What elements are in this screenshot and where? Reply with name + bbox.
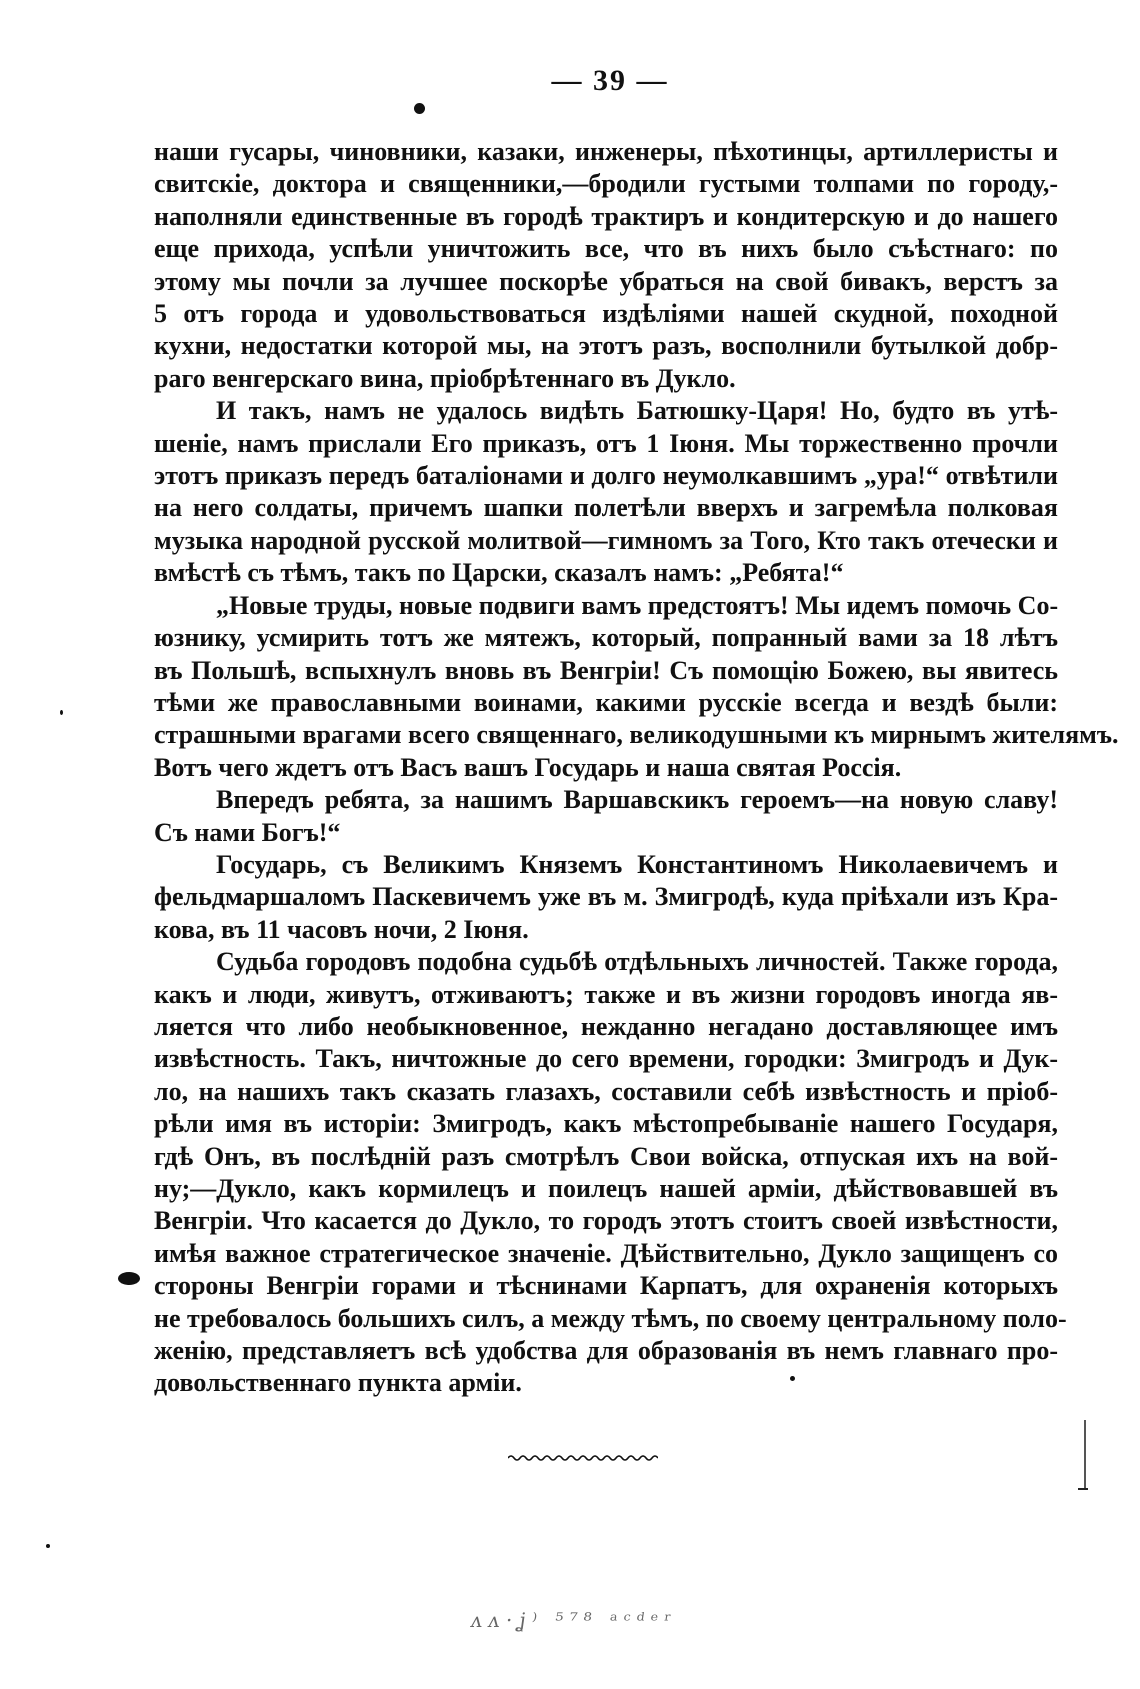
text-line: стороны Венгріи горами и тѣснинами Карпатъ, для охраненія которыхъ — [154, 1271, 1058, 1301]
ink-dot — [46, 1544, 50, 1548]
text-line: „Новые труды, новые подвиги вамъ предстоятъ! Мы идемъ помочь Со- — [216, 590, 1059, 620]
paragraph-6 — [154, 946, 1067, 1400]
paragraph-1 — [154, 136, 1058, 395]
text-line: ляется что либо необыкновенное, нежданно негадано доставляющее имъ — [154, 1011, 1058, 1041]
text-line: ну;—Дукло, какъ кормилецъ и поилецъ нашей арміи, дѣйствовавшей въ — [154, 1174, 1058, 1203]
text-line: вмѣстѣ съ тѣмъ, такъ по Царски, сказалъ намъ: „Ребята!“ — [154, 558, 844, 588]
margin-mark — [1084, 1420, 1086, 1490]
text-line: довольственнаго пункта арміи. — [154, 1368, 522, 1398]
text-line: юзнику, усмирить тотъ же мятежъ, который, попранный вами за 18 лѣтъ — [154, 623, 1058, 653]
ink-dot — [60, 710, 63, 715]
text-line: Государь, съ Великимъ Княземъ Константиномъ Николаевичемъ и — [216, 849, 1058, 879]
text-line: шеніе, намъ прислали Его приказъ, отъ 1 Іюня. Мы торжественно прочли — [154, 428, 1058, 458]
body-text — [154, 136, 1119, 1400]
text-line: гдѣ Онъ, въ послѣдній разъ смотрѣлъ Свои войска, отпуская ихъ на вой- — [154, 1141, 1058, 1171]
text-line: извѣстность. Такъ, ничтожные до сего времени, городки: Змигродъ и Дук- — [154, 1044, 1058, 1074]
text-line: женію, представляетъ всѣ удобства для образованія въ немъ главнаго про- — [154, 1336, 1058, 1366]
text-line: свитскіе, доктора и священники,—бродили густыми толпами по городу,- — [154, 169, 1058, 199]
text-line: ло, на нашихъ такъ сказать глазахъ, составили себѣ извѣстность и пріоб- — [154, 1076, 1058, 1106]
margin-mark — [1078, 1488, 1088, 1490]
text-line: не требовалось большихъ силъ, а между тѣмъ, по своему центральному поло- — [154, 1303, 1067, 1333]
text-line: Съ нами Богъ!“ — [154, 817, 341, 847]
text-line: тѣми же православными воинами, какими русскіе всегда и вездѣ были: — [154, 687, 1058, 717]
text-line: Судьба городовъ подобна судьбѣ отдѣльныхъ личностей. Также города, — [216, 947, 1058, 977]
text-line: музыка народной русской молитвой—гимномъ за Того, Кто такъ отечески и — [154, 525, 1058, 555]
text-line: Вотъ чего ждетъ отъ Васъ вашъ Государь и наша святая Россія. — [154, 752, 902, 782]
library-stamp: ʌʌ⋅ʝ⁾ ⁵⁷⁸ ᵃᶜᵈᵉʳ — [469, 1608, 679, 1632]
page-number: — 39 — — [551, 64, 669, 97]
text-line: наши гусары, чиновники, казаки, инженеры, пѣхотинцы, артиллеристы и — [154, 137, 1058, 166]
text-line: имѣя важное стратегическое значеніе. Дѣйствительно, Дукло защищенъ со — [154, 1238, 1058, 1268]
text-line: еще прихода, успѣли уничтожить все, что въ нихъ было съѣстнаго: по — [154, 234, 1058, 264]
text-line: рѣли имя въ исторіи: Змигродъ, какъ мѣстопребываніе нашего Государя, — [154, 1109, 1058, 1139]
text-line: въ Польшѣ, вспыхнулъ вновь въ Венгріи! Съ помощію Божею, вы явитесь — [154, 655, 1058, 685]
text-line: этотъ приказъ передъ баталіонами и долго неумолкавшимъ „ура!“ отвѣтили — [154, 461, 1058, 491]
text-line: И такъ, намъ не удалось видѣть Батюшку-Царя! Но, будто въ утѣ- — [216, 396, 1058, 426]
text-line: на него солдаты, причемъ шапки полетѣли вверхъ и загремѣла полковая — [154, 493, 1058, 523]
text-line: 5 отъ города и удовольствоваться издѣліями нашей скудной, походной — [154, 299, 1058, 329]
text-line: Венгріи. Что касается до Дукло, то городъ этотъ стоитъ своей извѣстности, — [154, 1206, 1058, 1236]
text-line: страшными врагами всего священнаго, великодушными къ мирнымъ жителямъ. — [154, 720, 1119, 750]
text-line: кова, въ 11 часовъ ночи, 2 Іюня. — [154, 914, 529, 944]
ink-dot — [414, 103, 425, 114]
paragraph-4 — [154, 784, 1058, 849]
paragraph-3 — [154, 590, 1119, 784]
text-line: этому мы почли за лучшее поскорѣе убраться на свой бивакъ, верстъ за — [154, 266, 1058, 296]
paragraph-2 — [154, 395, 1058, 589]
paragraph-5 — [154, 849, 1058, 946]
ornament-divider — [508, 1452, 658, 1464]
text-line: какъ и люди, живутъ, отживаютъ; также и въ жизни городовъ иногда яв- — [154, 979, 1058, 1009]
text-line: раго венгерскаго вина, пріобрѣтеннаго въ Дукло. — [154, 363, 736, 393]
text-line: кухни, недостатки которой мы, на этотъ разъ, восполнили бутылкой добр- — [154, 331, 1058, 361]
ink-dot — [118, 1272, 140, 1285]
text-line: фельдмаршаломъ Паскевичемъ уже въ м. Змигродѣ, куда пріѣхали изъ Кра- — [154, 882, 1058, 912]
text-line: Впередъ ребята, за нашимъ Варшавскикъ героемъ—на новую славу! — [216, 785, 1058, 815]
text-line: наполняли единственные въ городѣ трактиръ и кондитерскую и до нашего — [154, 201, 1058, 231]
